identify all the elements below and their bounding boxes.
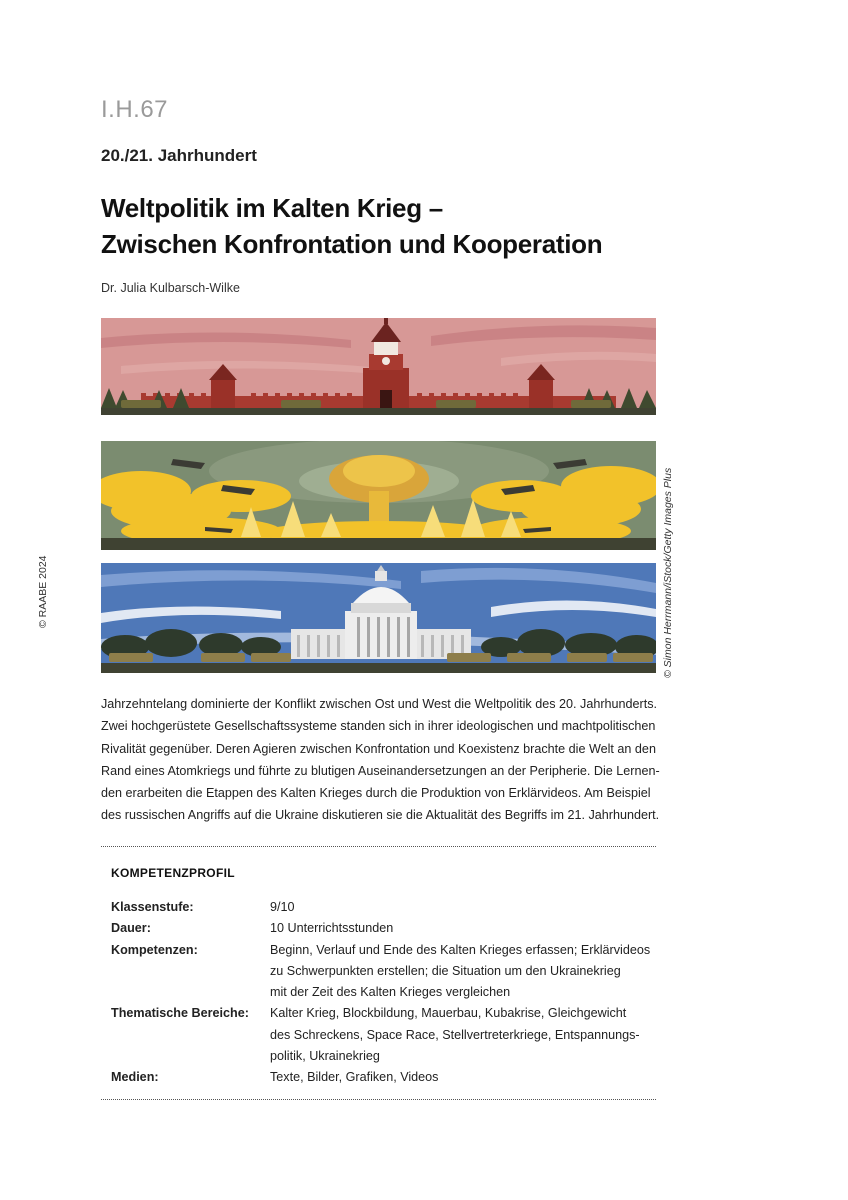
row-kompetenzen	[111, 940, 651, 1004]
value-line: zu Schwerpunkten erstellen; die Situation um den Ukrainekrieg	[270, 963, 621, 978]
label-klassenstufe: Klassenstufe:	[111, 900, 194, 914]
kremlin-illustration	[101, 318, 656, 415]
row-thematische-bereiche	[111, 1003, 651, 1067]
intro-line: Zwei hochgerüstete Gesellschaftssysteme standen sich in ihrer ideologischen und machtpolitischen	[101, 719, 656, 734]
value-line: 10 Unterrichtsstunden	[270, 921, 394, 936]
value-dauer	[270, 918, 651, 939]
title-line-2: Zwischen Konfrontation und Kooperation	[101, 229, 603, 259]
century-label: 20./21. Jahrhundert	[101, 146, 257, 165]
value-klassenstufe	[270, 897, 651, 918]
label-thematische-bereiche: Thematische Bereiche:	[111, 1006, 249, 1021]
row-dauer	[111, 918, 651, 939]
label-medien: Medien:	[111, 1070, 159, 1085]
row-medien	[111, 1067, 651, 1088]
kompetenzprofil-table	[111, 897, 651, 1089]
value-thematische-bereiche	[270, 1003, 651, 1067]
dotted-divider-top	[101, 846, 656, 847]
value-line: des Schreckens, Space Race, Stellvertreterkriege, Entspannungs-	[270, 1027, 640, 1042]
row-klassenstufe	[111, 897, 651, 918]
intro-line: Jahrzehntelang dominierte der Konflikt zwischen Ost und West die Weltpolitik des 20. Jahrhunderts.	[101, 697, 658, 711]
intro-line: des russischen Angriffs auf die Ukraine diskutieren sie die Aktualität des Begriffs im 21. Jahrhundert.	[101, 808, 660, 823]
value-medien	[270, 1067, 651, 1088]
value-line: Beginn, Verlauf und Ende des Kalten Krieges erfassen; Erklärvideos	[270, 942, 651, 957]
unit-code: I.H.67	[101, 96, 169, 123]
value-line: mit der Zeit des Kalten Krieges vergleichen	[270, 985, 511, 1000]
value-kompetenzen	[270, 940, 651, 1004]
label-dauer: Dauer:	[111, 921, 151, 936]
value-line: 9/10	[270, 900, 295, 914]
nuclear-illustration	[101, 441, 656, 550]
intro-line: den erarbeiten die Etappen des Kalten Krieges durch die Produktion von Erklärvideos. Am Beispiel	[101, 786, 651, 801]
intro-line: Rivalität gegenüber. Deren Agieren zwischen Konfrontation und Koexistenz brachte die Welt an den	[101, 741, 656, 756]
title-line-1: Weltpolitik im Kalten Krieg –	[101, 193, 443, 223]
value-line: politik, Ukrainekrieg	[270, 1049, 380, 1064]
page-title	[101, 190, 602, 262]
label-kompetenzen: Kompetenzen:	[111, 942, 198, 957]
value-line: Texte, Bilder, Grafiken, Videos	[270, 1070, 439, 1085]
image-credit: © Simon Herrmann/iStock/Getty Images Plus	[662, 467, 674, 678]
intro-line: Rand eines Atomkriegs und führte zu blutigen Auseinandersetzungen an der Peripherie. Die Lernen-	[101, 763, 660, 778]
kompetenzprofil-title: KOMPETENZPROFIL	[111, 866, 235, 880]
dotted-divider-bottom	[101, 1099, 656, 1100]
intro-text	[101, 693, 661, 827]
capitol-illustration	[101, 563, 656, 673]
author: Dr. Julia Kulbarsch-Wilke	[101, 281, 240, 295]
value-line: Kalter Krieg, Blockbildung, Mauerbau, Kubakrise, Gleichgewicht	[270, 1006, 627, 1021]
copyright-notice: © RAABE 2024	[37, 555, 49, 628]
